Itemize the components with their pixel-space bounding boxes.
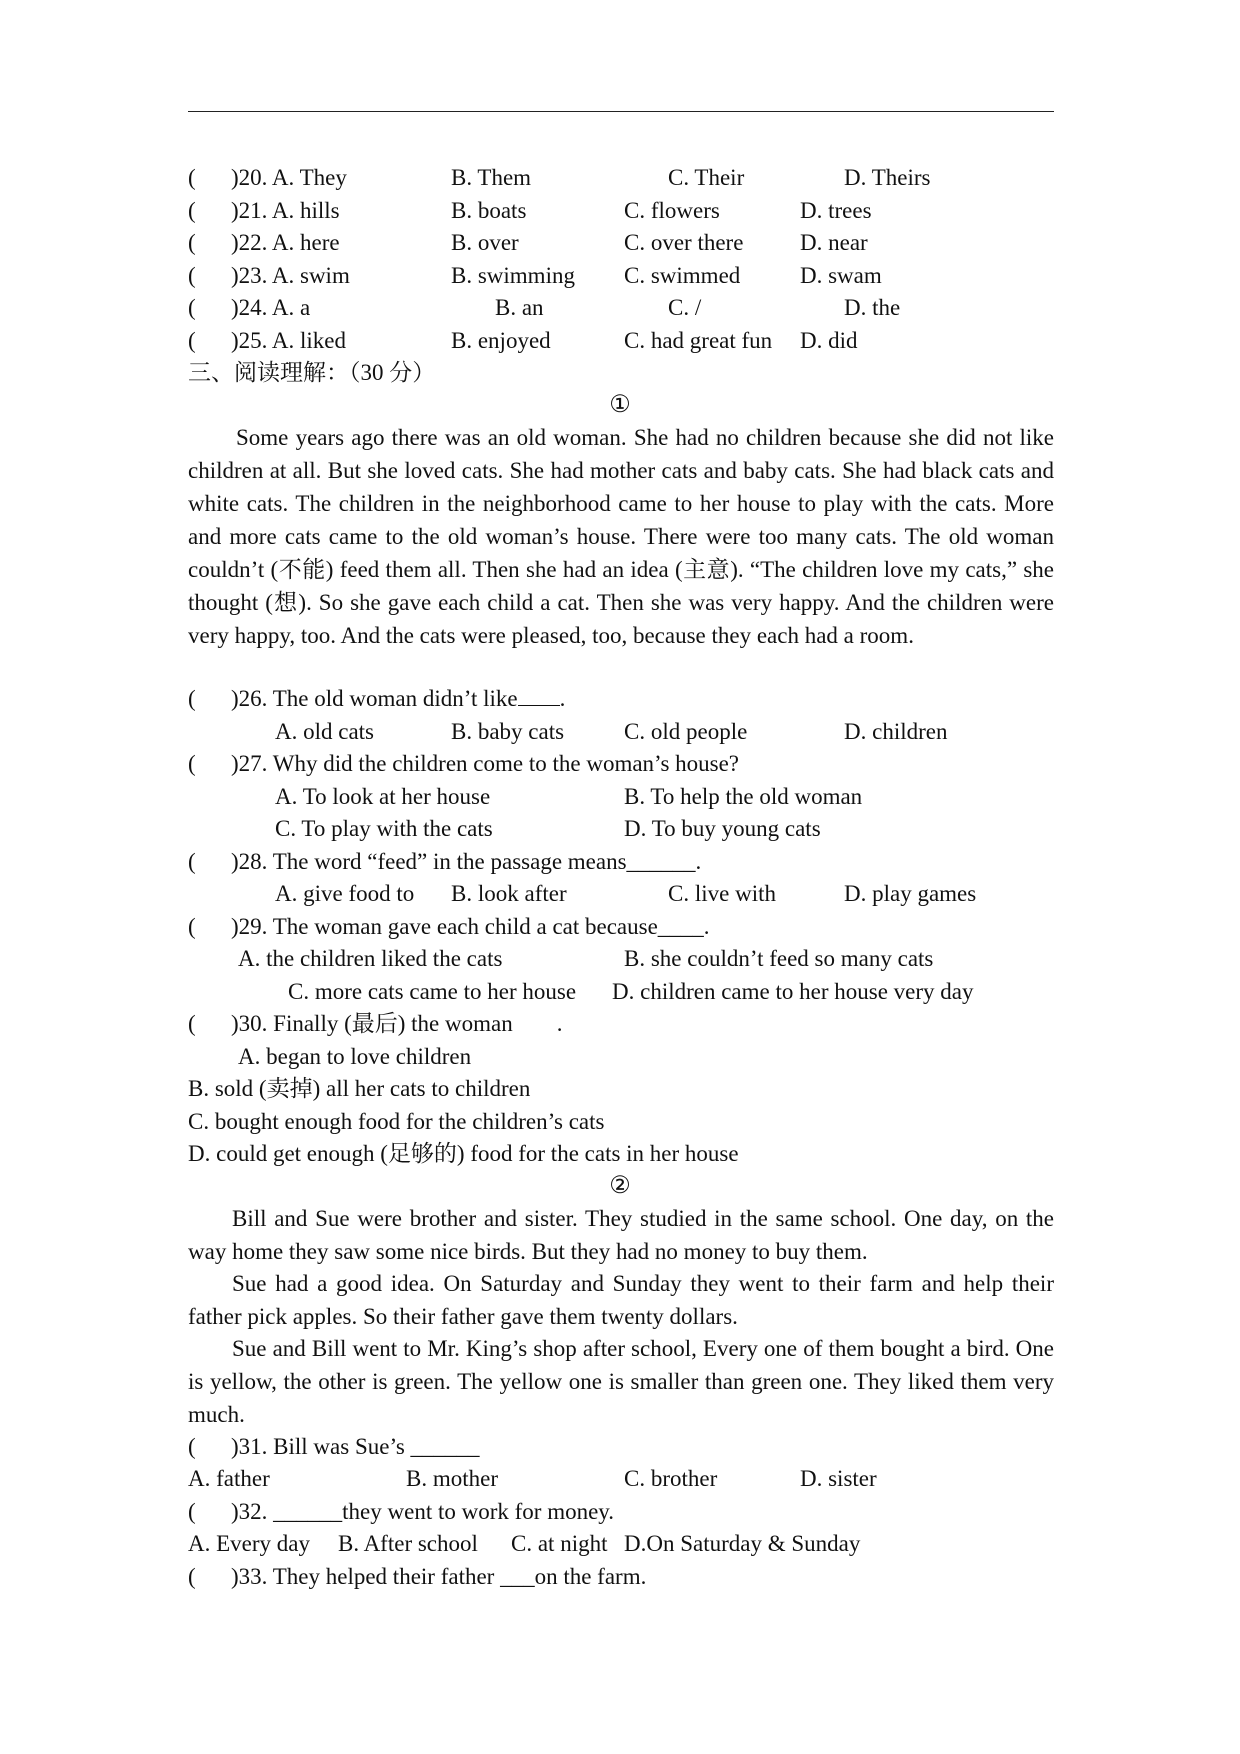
answer-blank-paren[interactable]: (: [188, 1434, 196, 1459]
answer-blank-paren[interactable]: (: [188, 1499, 196, 1524]
question-number-option-a: )22. A. here: [231, 230, 340, 255]
option-d: D. near: [800, 230, 868, 255]
option-a: A. To look at her house: [275, 784, 491, 809]
answer-blank-paren[interactable]: (: [188, 914, 196, 939]
option-c: C. flowers: [624, 198, 720, 223]
option-a: A. Every day: [188, 1531, 310, 1556]
answer-blank-paren[interactable]: (: [188, 165, 196, 190]
passage-2-paragraph-1: Bill and Sue were brother and sister. They studied in the same school. One day, on the way home they saw some nice birds. But they had no money to buy them.: [188, 1206, 1054, 1264]
question-number-option-a: )20. A. They: [231, 165, 347, 190]
answer-blank-paren[interactable]: (: [188, 263, 196, 288]
option-c: C. bought enough food for the children’s cats: [188, 1109, 605, 1134]
answer-underline: [518, 683, 560, 706]
option-c: C. over there: [624, 230, 744, 255]
answer-blank-paren[interactable]: (: [188, 328, 196, 353]
option-b: B. she couldn’t feed so many cats: [624, 946, 934, 971]
question-stem-end: .: [559, 686, 566, 711]
answer-blank-paren[interactable]: (: [188, 1011, 196, 1036]
option-d: D. did: [800, 328, 858, 353]
question-stem: )26. The old woman didn’t like: [231, 686, 518, 711]
option-d: D. children came to her house very day: [612, 979, 974, 1004]
option-d: D. swam: [800, 263, 882, 288]
question-stem: )29. The woman gave each child a cat because____.: [231, 914, 710, 939]
option-d: D. trees: [800, 198, 872, 223]
option-d: D.On Saturday & Sunday: [624, 1531, 861, 1556]
option-c: C. Their: [668, 165, 745, 190]
question-stem: )27. Why did the children come to the woman’s house?: [231, 751, 740, 776]
option-a: A. began to love children: [238, 1044, 472, 1069]
option-b: B. over: [451, 230, 519, 255]
question-number-option-a: )24. A. a: [231, 295, 311, 320]
option-c: C. /: [668, 295, 702, 320]
passage-2-paragraph-3: Sue and Bill went to Mr. King’s shop after school, Every one of them bought a bird. One is yellow, the other is green. The yellow one is smaller than green one. They liked them very much.: [188, 1336, 1054, 1427]
option-c: C. To play with the cats: [275, 816, 493, 841]
option-d: D. children: [844, 719, 948, 744]
answer-blank-paren[interactable]: (: [188, 295, 196, 320]
option-b: B. enjoyed: [451, 328, 551, 353]
option-c: C. brother: [624, 1466, 718, 1491]
option-b: B. boats: [451, 198, 527, 223]
option-c: C. old people: [624, 719, 748, 744]
option-c: C. swimmed: [624, 263, 741, 288]
option-a: A. give food to: [275, 881, 415, 906]
answer-blank-paren[interactable]: (: [188, 198, 196, 223]
answer-blank-paren[interactable]: (: [188, 751, 196, 776]
answer-blank-paren[interactable]: (: [188, 230, 196, 255]
passage-1-marker: ①: [609, 392, 631, 418]
question-stem-end: .: [556, 1011, 563, 1036]
answer-blank-paren[interactable]: (: [188, 686, 196, 711]
option-d: D. Theirs: [844, 165, 931, 190]
header-rule: [188, 111, 1054, 112]
question-stem: )32. ______they went to work for money.: [231, 1499, 615, 1524]
option-b: B. look after: [451, 881, 567, 906]
question-number-option-a: )23. A. swim: [231, 263, 350, 288]
question-stem: )28. The word “feed” in the passage means______.: [231, 849, 702, 874]
option-a: A. old cats: [275, 719, 375, 744]
option-b: B. an: [495, 295, 544, 320]
question-stem: )33. They helped their father ___on the farm.: [231, 1564, 647, 1589]
option-b: B. swimming: [451, 263, 575, 288]
question-stem: )31. Bill was Sue’s ______: [231, 1434, 480, 1459]
option-d: D. sister: [800, 1466, 877, 1491]
passage-2-paragraph-2: Sue had a good idea. On Saturday and Sunday they went to their farm and help their father pick apples. So their father gave them twenty dollars.: [188, 1271, 1054, 1329]
question-number-option-a: )21. A. hills: [231, 198, 340, 223]
section-title: 三、阅读理解：（30 分）: [188, 360, 436, 385]
option-b: B. Them: [451, 165, 532, 190]
answer-blank-paren[interactable]: (: [188, 1564, 196, 1589]
answer-blank-paren[interactable]: (: [188, 849, 196, 874]
option-c: C. had great fun: [624, 328, 773, 353]
option-b: B. To help the old woman: [624, 784, 863, 809]
option-b: B. sold (卖掉) all her cats to children: [188, 1076, 531, 1101]
option-b: B. baby cats: [451, 719, 565, 744]
option-a: A. father: [188, 1466, 270, 1491]
option-d: D. To buy young cats: [624, 816, 821, 841]
option-d: D. play games: [844, 881, 977, 906]
option-c: C. live with: [668, 881, 776, 906]
passage-2-marker: ②: [609, 1173, 631, 1199]
option-d: D. the: [844, 295, 901, 320]
passage-1-text: Some years ago there was an old woman. She had no children because she did not like children at all. But she loved cats. She had mother cats and baby cats. She had black cats and white cats. The children in the neighborhood came to her house to play with the cats. More and more cats came to the old woman’s house. There were too many cats. The old woman couldn’t (不能) feed them all. Then she had an idea (主意). “The children love my cats,” she thought (想). So she gave each child a cat. Then she was very happy. And the children were very happy, too. And the cats were pleased, too, because they each had a room.: [188, 425, 1054, 648]
option-b: B. mother: [406, 1466, 498, 1491]
option-b: B. After school: [338, 1531, 478, 1556]
option-c: C. more cats came to her house: [288, 979, 577, 1004]
question-stem: )30. Finally (最后) the woman: [231, 1011, 513, 1036]
option-c: C. at night: [511, 1531, 608, 1556]
option-a: A. the children liked the cats: [238, 946, 503, 971]
question-number-option-a: )25. A. liked: [231, 328, 346, 353]
option-d: D. could get enough (足够的) food for the cats in her house: [188, 1141, 739, 1166]
